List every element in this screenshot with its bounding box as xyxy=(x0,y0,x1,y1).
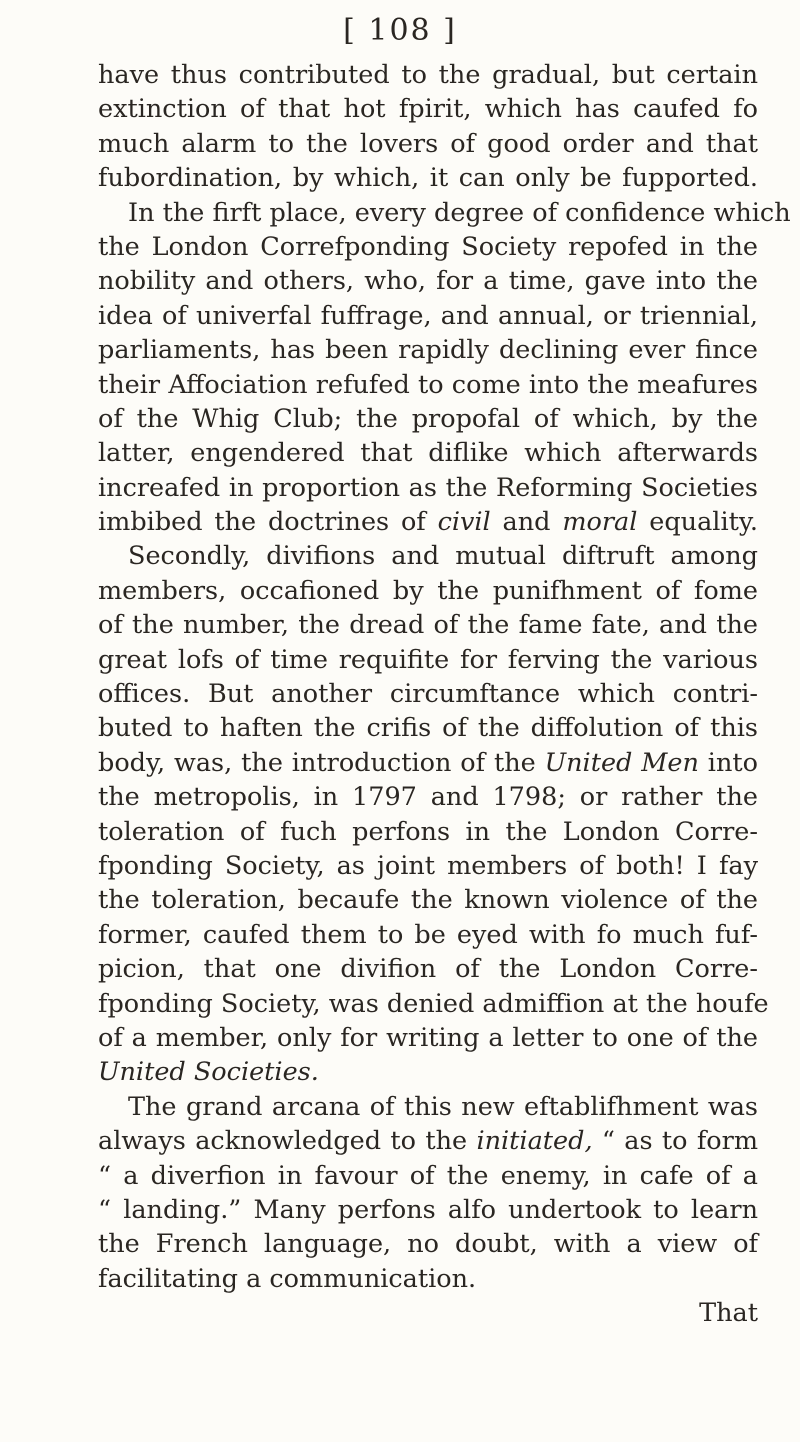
text-line: have thus contributed to the gradual, but certain xyxy=(98,60,758,90)
text-line: of a member, only for writing a letter to one of the xyxy=(98,1022,758,1053)
text-line: great lofs of time requifite for ferving the various xyxy=(98,644,758,675)
text-line: imbibed the doctrines of civil and moral equality. xyxy=(98,507,758,538)
italic-phrase: initiated, xyxy=(476,1126,593,1157)
catchword: That xyxy=(699,1298,758,1329)
text-line: fponding Society, was denied admiffion at the houfe xyxy=(98,988,769,1019)
text-line: much alarm to the lovers of good order and that xyxy=(98,128,758,159)
text-line: the toleration, becaufe the known violence of the xyxy=(98,885,758,916)
text-line: of the number, the dread of the fame fate, and the xyxy=(98,610,758,641)
text-line: In the firft place, every degree of confidence which xyxy=(128,197,791,228)
italic-phrase: moral xyxy=(562,507,638,538)
text-line: the French language, no doubt, with a view of xyxy=(98,1229,758,1260)
text-line: The grand arcana of this new eftablifhment was xyxy=(128,1091,758,1122)
text-line: their Affociation refufed to come into the meafures xyxy=(98,369,758,400)
text-line: of the Whig Club; the propofal of which, by the xyxy=(98,403,758,434)
text-line: increafed in proportion as the Reforming Societies xyxy=(98,472,758,503)
text-line: Secondly, divifions and mutual diftruft among xyxy=(128,541,758,572)
text-line: picion, that one divifion of the London Corre- xyxy=(98,954,758,985)
text-line: fubordination, by which, it can only be fupported. xyxy=(98,163,758,194)
text-line: members, occafioned by the punifhment of fome xyxy=(98,575,758,606)
italic-phrase: civil xyxy=(437,507,491,538)
text-line: body, was, the introduction of the United Men into xyxy=(98,747,758,778)
text-line xyxy=(98,1055,758,1089)
text-line: idea of univerfal fuffrage, and annual, or triennial, xyxy=(98,300,758,331)
text-line: the London Correfponding Society repofed in the xyxy=(98,231,758,262)
text-line: offices. But another circumftance which contri- xyxy=(98,679,758,710)
body-text xyxy=(98,58,791,1330)
text-line: always acknowledged to the initiated, “ as to form xyxy=(98,1126,759,1157)
text-line: toleration of fuch perfons in the London Corre- xyxy=(98,816,758,847)
text-line: latter, engendered that diflike which afterwards xyxy=(98,438,758,469)
text-line: former, caufed them to be eyed with fo much fuf- xyxy=(98,919,758,950)
text-line: the metropolis, in 1797 and 1798; or rather the xyxy=(98,782,758,813)
italic-phrase: United Societies. xyxy=(98,1057,319,1088)
text-line: fponding Society, as joint members of both! I fay xyxy=(98,850,758,881)
text-line: “ a diverfion in favour of the enemy, in cafe of a xyxy=(98,1160,758,1191)
text-line: facilitating a communication. xyxy=(98,1263,477,1294)
text-line: nobility and others, who, for a time, gave into the xyxy=(98,266,758,297)
text-line: “ landing.” Many perfons alfo undertook to learn xyxy=(98,1194,758,1225)
text-line: parliaments, has been rapidly declining ever fince xyxy=(98,335,758,366)
page-number: [ 108 ] xyxy=(343,13,457,48)
text-line: buted to haften the crifis of the diffolution of this xyxy=(98,713,758,744)
text-line: extinction of that hot fpirit, which has caufed fo xyxy=(98,94,758,125)
italic-phrase: United Men xyxy=(544,747,699,778)
